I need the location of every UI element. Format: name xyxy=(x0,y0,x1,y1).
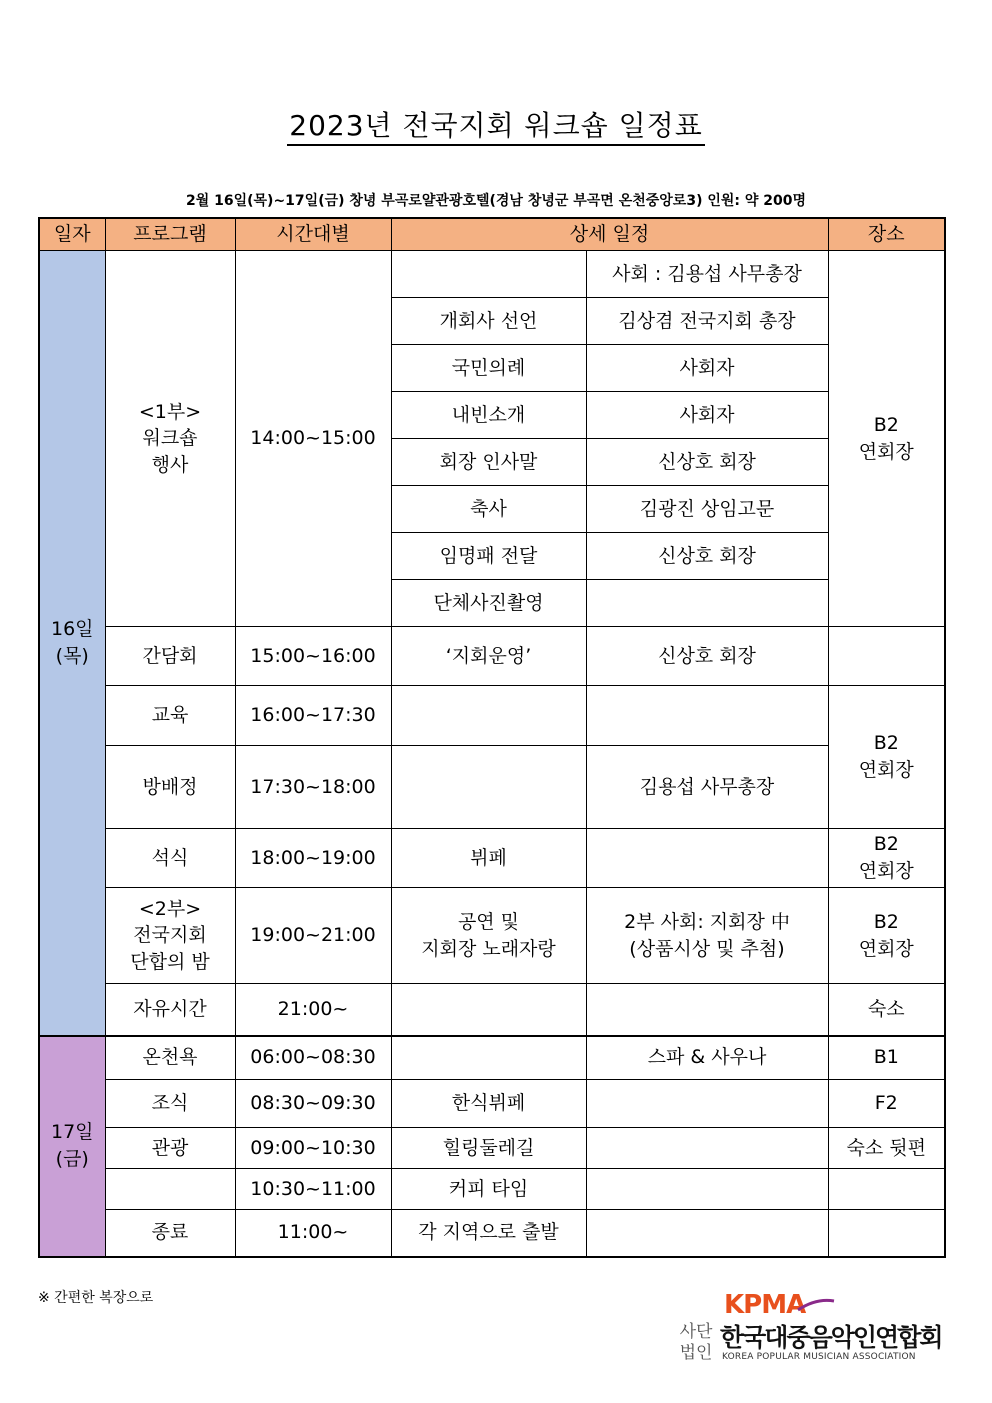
page-title-text: 2023년 전국지회 워크숍 일정표 xyxy=(287,109,705,146)
part2-item-line: 공연 및 xyxy=(457,910,520,933)
detail-person: 김광진 상임고문 xyxy=(586,486,828,533)
place-line: B2 xyxy=(873,833,899,856)
room-time: 17:30~18:00 xyxy=(235,746,391,829)
detail-item: 축사 xyxy=(391,486,586,533)
day2-label: 17일 xyxy=(50,1121,94,1144)
day2-item: 커피 타임 xyxy=(391,1169,586,1210)
dress-code-note: ※ 간편한 복장으로 xyxy=(38,1290,154,1306)
part2-place xyxy=(828,888,945,984)
table-row xyxy=(39,251,945,298)
detail-person: 신상호 회장 xyxy=(586,533,828,580)
dinner-place xyxy=(828,829,945,888)
day2-weekday: (금) xyxy=(55,1148,89,1170)
day2-time: 06:00~08:30 xyxy=(235,1036,391,1080)
detail-item: 단체사진촬영 xyxy=(391,580,586,627)
day2-person xyxy=(586,1169,828,1210)
header-place: 장소 xyxy=(828,218,945,251)
part2-program-line: 단합의 밤 xyxy=(130,950,210,973)
day2-place xyxy=(828,1169,945,1210)
detail-item: 임명패 전달 xyxy=(391,533,586,580)
edu-person xyxy=(586,686,828,746)
dinner-time: 18:00~19:00 xyxy=(235,829,391,888)
part2-person xyxy=(586,888,828,984)
talk-time: 15:00~16:00 xyxy=(235,627,391,686)
free-item xyxy=(391,984,586,1036)
table-row xyxy=(39,829,945,888)
detail-item: 회장 인사말 xyxy=(391,439,586,486)
detail-person: 사회자 xyxy=(586,392,828,439)
part1-place xyxy=(828,251,945,627)
day2-person xyxy=(586,1080,828,1128)
place-line: 연회장 xyxy=(858,440,914,463)
day2-program: 종료 xyxy=(105,1210,235,1257)
day1-weekday: (목) xyxy=(55,644,89,667)
day2-place xyxy=(828,1210,945,1257)
detail-item: 내빈소개 xyxy=(391,392,586,439)
room-item xyxy=(391,746,586,829)
talk-program: 간담회 xyxy=(105,627,235,686)
day2-program: 조식 xyxy=(105,1080,235,1128)
logo-brand: KPMA xyxy=(724,1290,806,1320)
edu-place xyxy=(828,686,945,829)
detail-item: 개회사 선언 xyxy=(391,298,586,345)
day2-place: 숙소 뒷편 xyxy=(828,1128,945,1169)
part1-program-line: 행사 xyxy=(151,453,189,476)
table-row xyxy=(39,984,945,1036)
table-row xyxy=(39,1169,945,1210)
day2-program: 온천욕 xyxy=(105,1036,235,1080)
logo-english: KOREA POPULAR MUSICIAN ASSOCIATION xyxy=(722,1352,916,1362)
day2-time: 09:00~10:30 xyxy=(235,1128,391,1169)
day2-item xyxy=(391,1036,586,1080)
day2-item: 한식뷔페 xyxy=(391,1080,586,1128)
day2-place: F2 xyxy=(828,1080,945,1128)
day2-time: 08:30~09:30 xyxy=(235,1080,391,1128)
free-person xyxy=(586,984,828,1036)
header-detail: 상세 일정 xyxy=(391,218,828,251)
detail-person: 김상겸 전국지회 총장 xyxy=(586,298,828,345)
day2-program xyxy=(105,1169,235,1210)
place-line: 연회장 xyxy=(858,759,914,781)
dinner-item: 뷔페 xyxy=(391,829,586,888)
table-row xyxy=(39,888,945,984)
talk-place xyxy=(828,627,945,686)
day2-program: 관광 xyxy=(105,1128,235,1169)
part1-time: 14:00~15:00 xyxy=(235,251,391,627)
detail-person: 사회자 xyxy=(586,345,828,392)
day1-label: 16일 xyxy=(50,618,94,641)
day2-person: 스파 & 사우나 xyxy=(586,1036,828,1080)
free-time: 21:00~ xyxy=(235,984,391,1036)
day1-cell xyxy=(39,251,105,1036)
place-line: B2 xyxy=(873,732,899,755)
talk-item: ‘지회운영’ xyxy=(391,627,586,686)
day2-person xyxy=(586,1210,828,1257)
part1-program xyxy=(105,251,235,627)
detail-item: 국민의례 xyxy=(391,345,586,392)
event-info: 2월 16일(목)~17일(금) 창녕 부곡로얄관광호텔(경남 창녕군 부곡면 온천중앙로3) 인원: 약 200명 xyxy=(185,193,807,209)
edu-item xyxy=(391,686,586,746)
dinner-person xyxy=(586,829,828,888)
day2-cell xyxy=(39,1036,105,1257)
day2-item: 각 지역으로 출발 xyxy=(391,1210,586,1257)
part1-program-line: 워크숍 xyxy=(142,427,198,450)
detail-person: 신상호 회장 xyxy=(586,439,828,486)
part2-program-line: 전국지회 xyxy=(133,924,207,947)
table-row xyxy=(39,746,945,829)
part2-item xyxy=(391,888,586,984)
place-line: 연회장 xyxy=(858,860,914,882)
swoosh-icon xyxy=(796,1298,836,1312)
part1-program-line: <1부> xyxy=(138,400,202,423)
room-person: 김용섭 사무총장 xyxy=(586,746,828,829)
detail-person: 사회 : 김용섭 사무총장 xyxy=(586,251,828,298)
detail-item xyxy=(391,251,586,298)
day2-person xyxy=(586,1128,828,1169)
day2-item: 힐링둘레길 xyxy=(391,1128,586,1169)
place-line: B2 xyxy=(873,910,899,933)
header-row xyxy=(39,218,945,251)
logo-corp-line: 사단 xyxy=(679,1322,713,1342)
part2-program xyxy=(105,888,235,984)
table-row xyxy=(39,1036,945,1080)
header-program: 프로그램 xyxy=(105,218,235,251)
place-line: B2 xyxy=(873,413,899,436)
dinner-program: 석식 xyxy=(105,829,235,888)
day2-time: 10:30~11:00 xyxy=(235,1169,391,1210)
table-row xyxy=(39,686,945,746)
part2-item-line: 지회장 노래자랑 xyxy=(421,937,556,960)
logo-name: 한국대중음악인연합회 xyxy=(720,1323,942,1352)
free-program: 자유시간 xyxy=(105,984,235,1036)
header-time: 시간대별 xyxy=(235,218,391,251)
place-line: 연회장 xyxy=(858,937,914,960)
talk-person: 신상호 회장 xyxy=(586,627,828,686)
edu-program: 교육 xyxy=(105,686,235,746)
day2-place: B1 xyxy=(828,1036,945,1080)
page-title xyxy=(0,104,992,144)
table-row xyxy=(39,1210,945,1257)
part2-time: 19:00~21:00 xyxy=(235,888,391,984)
free-place: 숙소 xyxy=(828,984,945,1036)
room-program: 방배정 xyxy=(105,746,235,829)
part2-program-line: <2부> xyxy=(138,897,202,920)
table-row xyxy=(39,1080,945,1128)
table-row xyxy=(39,627,945,686)
detail-person xyxy=(586,580,828,627)
schedule-table xyxy=(38,217,946,1258)
header-date: 일자 xyxy=(39,218,105,251)
day2-time: 11:00~ xyxy=(235,1210,391,1257)
edu-time: 16:00~17:30 xyxy=(235,686,391,746)
kpma-logo xyxy=(676,1288,946,1368)
logo-corp-type xyxy=(676,1322,716,1364)
table-row xyxy=(39,1128,945,1169)
part2-person-line: (상품시상 및 추첨) xyxy=(629,937,785,960)
logo-corp-line: 법인 xyxy=(679,1343,713,1363)
part2-person-line: 2부 사회: 지회장 中 xyxy=(624,910,790,933)
